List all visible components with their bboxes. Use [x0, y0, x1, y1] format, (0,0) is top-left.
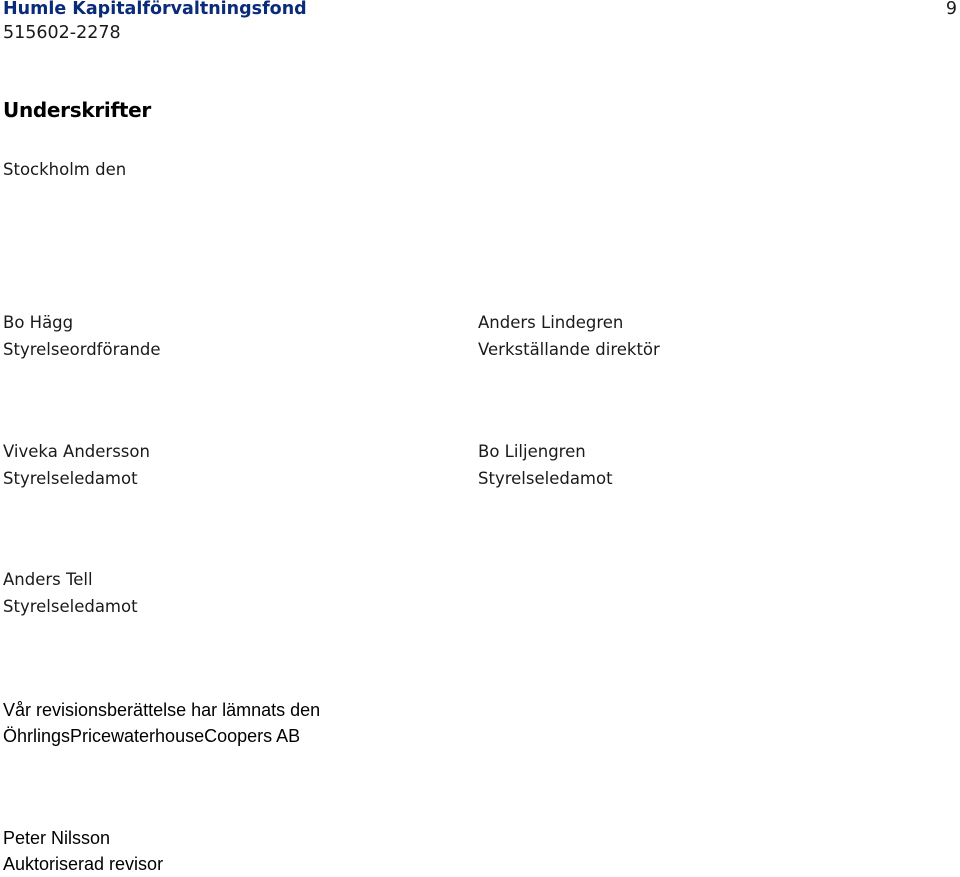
auditor-title: Auktoriserad revisor: [3, 854, 164, 874]
audit-statement: Vår revisionsberättelse har lämnats den: [3, 700, 321, 720]
signatory-name: Bo Hägg: [3, 313, 74, 332]
signatory-role: Styrelseledamot: [3, 597, 138, 616]
signatory-name: Bo Liljengren: [478, 442, 586, 461]
signatory-name: Anders Lindegren: [478, 313, 624, 332]
page-number: 9: [945, 0, 957, 19]
section-title: Underskrifter: [3, 98, 151, 122]
signatory-name: Anders Tell: [3, 570, 93, 589]
auditor-name: Peter Nilsson: [3, 828, 111, 848]
signatory-role: Verkställande direktör: [478, 340, 660, 359]
org-number: 515602-2278: [3, 23, 121, 43]
place-date: Stockholm den: [3, 160, 127, 179]
signatory-name: Viveka Andersson: [3, 442, 150, 461]
signatory-role: Styrelseledamot: [478, 469, 613, 488]
audit-firm: ÖhrlingsPricewaterhouseCoopers AB: [3, 726, 301, 746]
signatory-role: Styrelseledamot: [3, 469, 138, 488]
signatory-role: Styrelseordförande: [3, 340, 161, 359]
fund-name: Humle Kapitalförvaltningsfond: [3, 0, 307, 19]
